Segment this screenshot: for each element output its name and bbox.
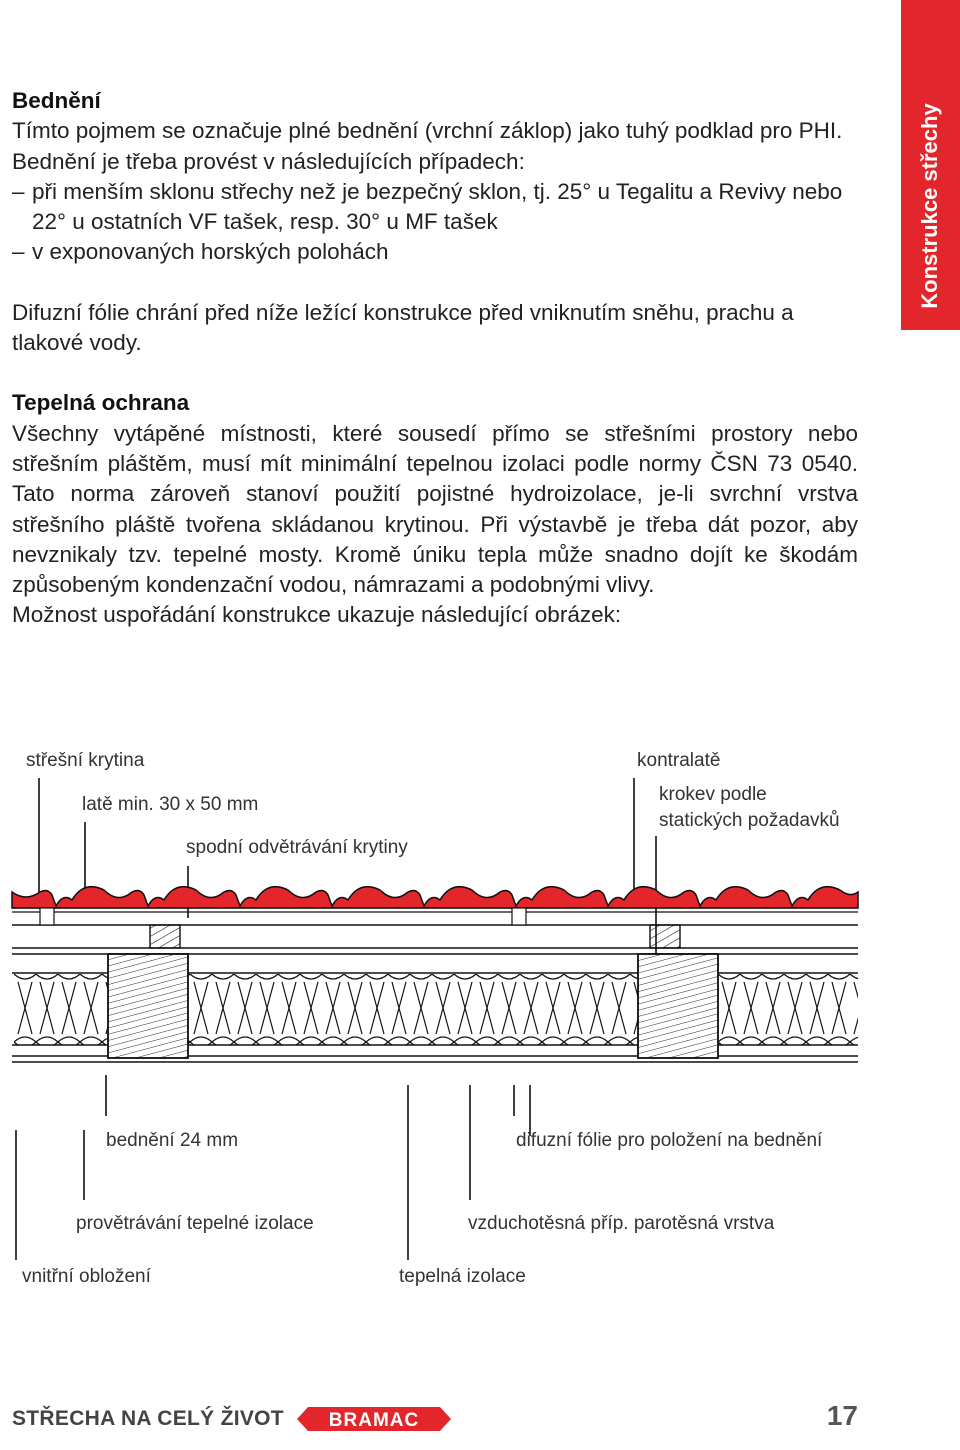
heading-tepelna-ochrana: Tepelná ochrana xyxy=(12,390,190,416)
label-vnitrni-oblozeni: vnitřní obložení xyxy=(22,1266,151,1287)
label-spodni-odvetravani: spodní odvětrávání krytiny xyxy=(186,837,408,858)
paragraph: Difuzní fólie chrání před níže ležící konstrukce před vniknutím sněhu, prachu a tlakové vody. xyxy=(12,299,794,356)
label-late: latě min. 30 x 50 mm xyxy=(82,794,259,815)
paragraph: Všechny vytápěné místnosti, které sousedí přímo se střešními prostory nebo střešním pláštěm, musí mít minimální tepelnou izolaci podle normy ČSN 73 0540. Tato norma zároveň stanoví použití pojistné hydroizolace, je-li svrchní vrstva střešního pláště tvořena skládanou krytinou. Při výstavbě je třeba dát pozor, aby nevznikaly tzv. tepelné mosty. Kromě úniku tepla může snadno dojít ke škodám způsobeným kondenzační vodou, námrazami a podobnými vlivy. xyxy=(12,420,858,598)
label-provetravani: provětrávání tepelné izolace xyxy=(76,1213,314,1234)
label-tepelna-izolace: tepelná izolace xyxy=(399,1266,526,1287)
roof-section-diagram xyxy=(0,740,900,1300)
bullet-dash: – xyxy=(12,239,25,265)
footer-slogan: STŘECHA NA CELÝ ŽIVOT xyxy=(12,1407,284,1430)
page-number: 17 xyxy=(826,1400,858,1431)
roof-tiles xyxy=(12,887,858,908)
side-tab xyxy=(901,0,960,330)
heading-bedneni: Bednění xyxy=(12,88,101,113)
label-bedneni: bednění 24 mm xyxy=(106,1130,239,1151)
side-tab-label: Konstrukce střechy xyxy=(917,103,942,309)
footer xyxy=(12,1404,454,1434)
label-krokev-2: statických požadavků xyxy=(659,810,840,831)
label-kontralate: kontralatě xyxy=(637,750,721,771)
list-item xyxy=(12,237,858,267)
bramac-logo xyxy=(294,1404,454,1434)
paragraph: Tímto pojmem se označuje plné bednění (vrchní záklop) jako tuhý podklad pro PHI. xyxy=(12,118,843,144)
list-item-text: v exponovaných horských polohách xyxy=(32,239,389,265)
paragraph: Bednění je třeba provést v následujících případech: xyxy=(12,148,525,174)
main-text xyxy=(12,86,858,631)
paragraph: Možnost uspořádání konstrukce ukazuje následující obrázek: xyxy=(12,602,622,628)
bramac-logo-mark xyxy=(294,1404,454,1434)
label-stresni-krytina: střešní krytina xyxy=(26,750,145,771)
label-vzduchotesna: vzduchotěsná příp. parotěsná vrstva xyxy=(468,1213,775,1234)
label-krokev-1: krokev podle xyxy=(659,784,767,805)
label-difuzni-folie: difuzní fólie pro položení na bednění xyxy=(516,1130,823,1151)
logo-text: BRAMAC xyxy=(328,1410,420,1431)
list-item xyxy=(12,177,858,238)
bullet-dash: – xyxy=(12,178,25,204)
list-item-text: při menším sklonu střechy než je bezpečný sklon, tj. 25° u Tegalitu a Revivy nebo 22° u ostatních VF tašek, resp. 30° u MF tašek xyxy=(32,178,843,235)
